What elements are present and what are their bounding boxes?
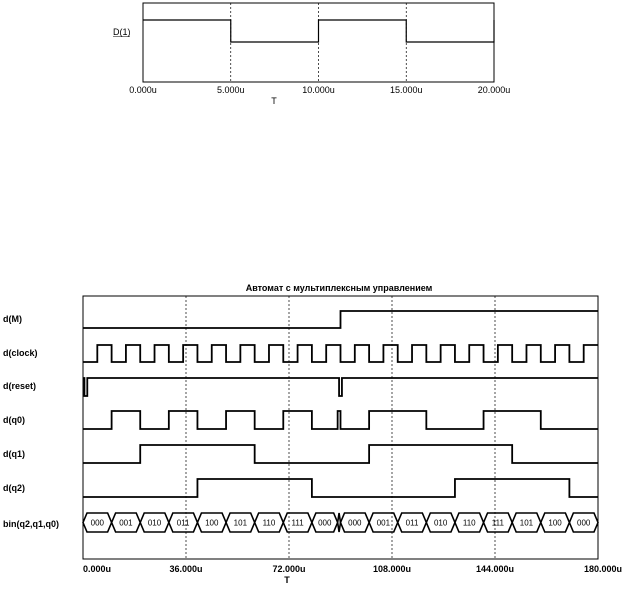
chart2-tick-label: 0.000u [83, 564, 112, 574]
chart2-title: Автомат с мультиплексным управлением [245, 283, 433, 293]
chart2-signal-label: d(M) [3, 314, 22, 324]
chart2-bus-value: 011 [405, 518, 419, 528]
chart2-trace [83, 445, 598, 463]
chart1-x-axis-label: T [271, 96, 277, 106]
chart2-trace [83, 311, 598, 328]
chart2-signal-label: d(reset) [3, 381, 37, 391]
chart2-bus-value: 011 [176, 518, 190, 528]
chart2-signal-label: d(q1) [3, 449, 25, 459]
chart2-bus-value: 010 [433, 518, 448, 528]
chart1-tick-labels [129, 85, 510, 95]
chart2-tick-label: 36.000u [169, 564, 203, 574]
chart2-bus-value: 111 [491, 518, 504, 528]
chart1-traces [143, 20, 494, 42]
chart2-bus-value: 000 [90, 518, 104, 528]
chart2-tick-label: 108.000u [372, 564, 412, 574]
chart1-tick-label: 15.000u [389, 85, 423, 95]
chart2-trace [83, 479, 598, 497]
chart2-bus-value: 110 [462, 518, 476, 528]
chart2-bus-value: 001 [119, 518, 133, 528]
chart2-x-axis-label: T [284, 575, 290, 585]
chart1-signal-label: D(1) [113, 27, 131, 37]
chart2-tick-label: 144.000u [475, 564, 515, 574]
chart1-tick-label: 10.000u [302, 85, 335, 95]
chart2-trace-clock [83, 345, 598, 362]
chart2-signal-label: d(q2) [3, 483, 25, 493]
chart2-bus-value: 101 [233, 518, 248, 528]
chart2-traces [83, 311, 598, 532]
chart2-tick-label: 180.000u [583, 564, 622, 574]
chart2-bus-value: 001 [376, 518, 391, 528]
chart2-bus-value: 010 [147, 518, 162, 528]
chart1-tick-label: 0.000u [129, 85, 157, 95]
chart1-tick-label: 20.000u [477, 85, 511, 95]
chart2-trace [83, 411, 598, 429]
chart2-trace [83, 378, 598, 396]
chart2-signal-labels [3, 314, 59, 529]
chart1-tick-label: 5.000u [216, 85, 245, 95]
timing-chart-main [3, 283, 622, 585]
chart2-bus-value: 101 [519, 518, 534, 528]
chart2-signal-label: d(clock) [3, 348, 38, 358]
chart2-bus-value: 100 [205, 518, 219, 528]
chart2-bus-value: 000 [348, 518, 362, 528]
chart2-tick-labels [83, 564, 622, 574]
chart2-bus-value: 100 [548, 518, 562, 528]
chart2-bus-value: 111 [291, 518, 304, 528]
chart2-signal-label: d(q0) [3, 415, 25, 425]
chart1-signal-labels [113, 27, 131, 37]
chart1-trace [143, 20, 494, 42]
chart2-bus-value: 000 [577, 518, 591, 528]
timing-chart-top [113, 3, 510, 106]
chart2-tick-label: 72.000u [272, 564, 306, 574]
chart2-signal-label: bin(q2,q1,q0) [3, 519, 59, 529]
chart2-bus-value: 110 [262, 518, 276, 528]
chart2-bus-value: 000 [318, 518, 332, 528]
